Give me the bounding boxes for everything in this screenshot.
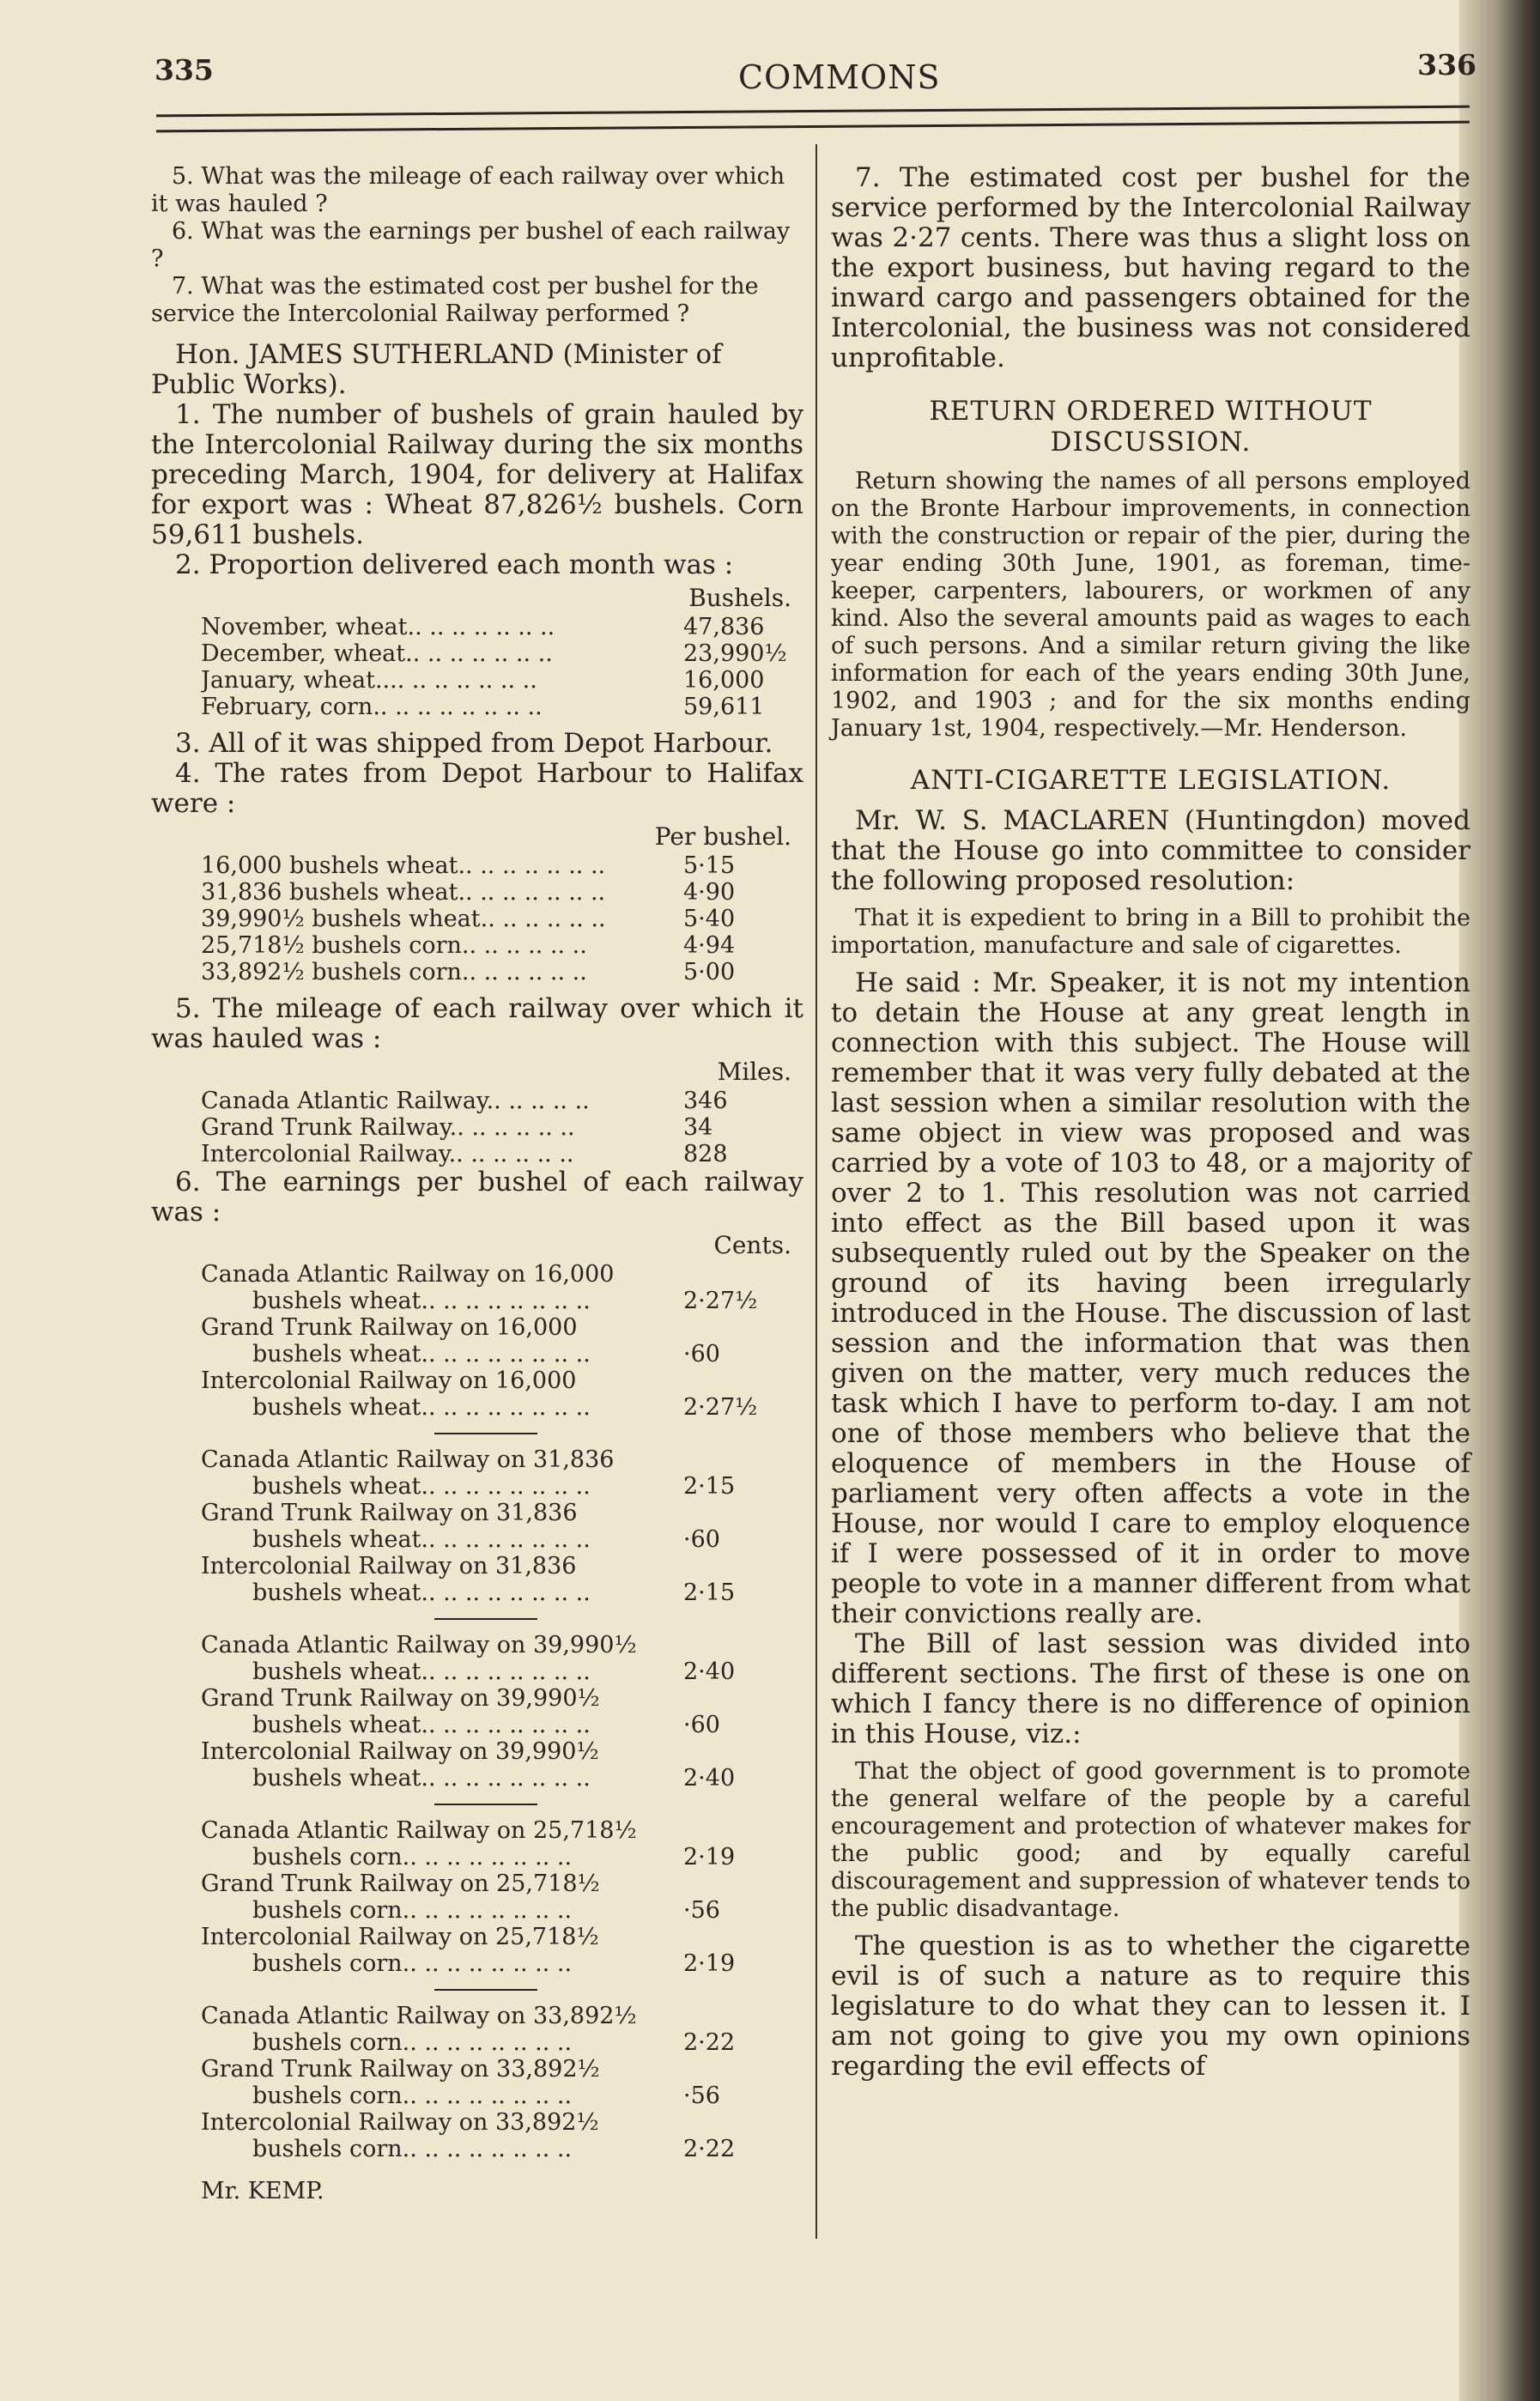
table-row bbox=[151, 932, 803, 959]
answer-3: 3. All of it was shipped from Depot Harbour. bbox=[175, 728, 773, 759]
table-row bbox=[151, 1314, 803, 1341]
answer-6: 6. The earnings per bushel of each railway was : bbox=[151, 1167, 803, 1228]
table-row bbox=[151, 852, 803, 879]
miles-column-head: Miles. bbox=[717, 1058, 791, 1086]
table-row bbox=[151, 1261, 803, 1288]
question-5: 5. What was the mileage of each railway over which it was hauled ? bbox=[151, 163, 785, 217]
answer-2: 2. Proportion delivered each month was : bbox=[175, 549, 734, 580]
table-row bbox=[151, 1817, 803, 1844]
row-label: bushels corn.. .. .. .. .. .. .. .. bbox=[252, 2029, 573, 2056]
table-row bbox=[151, 1367, 803, 1394]
table-row bbox=[151, 2109, 803, 2136]
row-label: Intercolonial Railway on 16,000 bbox=[201, 1367, 577, 1394]
row-value: 23,990½ bbox=[683, 640, 787, 667]
table-row bbox=[151, 1924, 803, 1950]
row-label: 25,718½ bushels corn.. .. .. .. .. .. bbox=[201, 932, 587, 959]
speaker-name: Hon. JAMES SUTHERLAND (Minister of Public Works). bbox=[151, 339, 722, 400]
row-label: Canada Atlantic Railway.. .. .. .. .. bbox=[201, 1088, 590, 1114]
row-value: 5·15 bbox=[683, 852, 736, 879]
row-label: bushels wheat.. .. .. .. .. .. .. .. bbox=[252, 1288, 591, 1314]
table-row bbox=[151, 2003, 803, 2029]
row-value: 34 bbox=[683, 1114, 713, 1141]
row-value: 2·40 bbox=[683, 1765, 736, 1792]
table-row bbox=[151, 667, 803, 694]
speech-paragraph-2: The Bill of last session was divided into different sections. The first of these is one on which I fancy there is no difference of opinion in this House, viz.: bbox=[831, 1628, 1470, 1749]
answer-5: 5. The mileage of each railway over which it was hauled was : bbox=[151, 993, 803, 1054]
row-label: Grand Trunk Railway on 39,990½ bbox=[201, 1685, 600, 1712]
table-row bbox=[151, 2083, 803, 2109]
row-value: 2·22 bbox=[683, 2136, 736, 2162]
row-value: ·60 bbox=[683, 1341, 720, 1367]
table-row bbox=[151, 1844, 803, 1870]
table-row bbox=[151, 2056, 803, 2083]
bushels-column-head: Bushels. bbox=[688, 584, 791, 612]
table-row bbox=[151, 1553, 803, 1579]
row-label: Intercolonial Railway.. .. .. .. .. .. bbox=[201, 1141, 574, 1167]
answer-7: 7. The estimated cost per bushel for the service performed by the Intercolonial Railway was 2·27 cents. There was thus a slight loss on the export business, but having regard to the inward cargo and passengers obtained for the Intercolonial, the business was not considered unprofitable. bbox=[831, 162, 1470, 373]
row-label: bushels corn.. .. .. .. .. .. .. .. bbox=[252, 1844, 573, 1870]
rates-table bbox=[151, 852, 803, 985]
table-row bbox=[151, 1288, 803, 1314]
row-value: 2·19 bbox=[683, 1844, 736, 1870]
table-row bbox=[151, 879, 803, 906]
row-value: 2·15 bbox=[683, 1473, 736, 1500]
table-row bbox=[151, 1765, 803, 1792]
row-label: bushels wheat.. .. .. .. .. .. .. .. bbox=[252, 1765, 591, 1792]
row-label: bushels corn.. .. .. .. .. .. .. .. bbox=[252, 1950, 573, 1977]
group-divider bbox=[434, 1804, 537, 1805]
page-edge-shadow bbox=[1459, 0, 1540, 2401]
motion-text: Mr. W. S. MACLAREN (Huntingdon) moved that the House go into committee to consider the following proposed resolution: bbox=[831, 805, 1470, 896]
row-value: ·60 bbox=[683, 1712, 720, 1738]
table-row bbox=[151, 640, 803, 667]
page-header bbox=[155, 48, 1476, 105]
row-label: bushels corn.. .. .. .. .. .. .. .. bbox=[252, 2083, 573, 2109]
row-value: 828 bbox=[683, 1141, 728, 1167]
table-row bbox=[151, 959, 803, 985]
group-divider bbox=[434, 1989, 537, 1991]
return-text: Return showing the names of all persons employed on the Bronte Harbour improvements, in connection with the construction or repair of the pier, during the year ending 30th June, 1901, as foreman, time-keeper, carpenters, labourers, or workmen of any kind. Also the several amounts paid as wages to each of such persons. And a similar return giving the like information for each of the years ending 30th June, 1902, and 1903 ; and for the six months ending January 1st, 1904, respectively.—Mr. Henderson. bbox=[831, 468, 1470, 742]
left-column bbox=[151, 163, 803, 2204]
row-label: bushels corn.. .. .. .. .. .. .. .. bbox=[252, 2136, 573, 2162]
row-value: ·56 bbox=[683, 1897, 720, 1924]
row-label: bushels wheat.. .. .. .. .. .. .. .. bbox=[252, 1712, 591, 1738]
row-value: 5·00 bbox=[683, 959, 736, 985]
table-row bbox=[151, 1685, 803, 1712]
row-label: bushels wheat.. .. .. .. .. .. .. .. bbox=[252, 1579, 591, 1606]
row-label: Canada Atlantic Railway on 31,836 bbox=[201, 1446, 615, 1473]
answer-4: 4. The rates from Depot Harbour to Halifax were : bbox=[151, 758, 803, 819]
row-value: 4·94 bbox=[683, 932, 736, 959]
table-row bbox=[151, 2029, 803, 2056]
speech-paragraph-1: He said : Mr. Speaker, it is not my intention to detain the House at any great length in connection with this subject. The House will remember that it was very fully debated at the last session when a similar resolution with the same object in view was proposed and was carried by a vote of 103 to 48, or a majority of over 2 to 1. This resolution was not carried into effect as the Bill based upon it was subsequently ruled out by the Speaker on the ground of its having been irregularly introduced in the House. The discussion of last session and the information that was then given on the matter, very much reduces the task which I have to perform to-day. I am not one of those members who believe that the eloquence of members in the House of parliament very often affects a vote in the House, nor would I care to employ eloquence if I were possessed of it in order to move people to vote in a manner different from what their convictions really are. bbox=[831, 967, 1470, 1629]
row-value: 16,000 bbox=[683, 667, 765, 694]
answer-1: 1. The number of bushels of grain hauled by the Intercolonial Railway during the six months preceding March, 1904, for delivery at Halifax for export was : Wheat 87,826½ bushels. Corn 59,611 bushels. bbox=[151, 399, 803, 550]
table-row bbox=[151, 1950, 803, 1977]
row-label: Grand Trunk Railway on 16,000 bbox=[201, 1314, 578, 1341]
resolution-text: That it is expedient to bring in a Bill to prohibit the importation, manufacture and sale of cigarettes. bbox=[831, 905, 1470, 959]
table-row bbox=[151, 1897, 803, 1924]
row-label: Grand Trunk Railway on 25,718½ bbox=[201, 1870, 600, 1897]
header-rule-top bbox=[156, 106, 1470, 118]
quoted-clause: That the object of good government is to promote the general welfare of the people by a careful encouragement and protection of whatever makes for the public good; and by equally careful discouragement and suppression of whatever tends to the public disadvantage. bbox=[831, 1758, 1470, 1922]
row-label: 31,836 bushels wheat.. .. .. .. .. .. .. bbox=[201, 879, 606, 906]
section-heading-anti-cigarette: ANTI-CIGARETTE LEGISLATION. bbox=[910, 765, 1391, 796]
cents-column-head: Cents. bbox=[713, 1231, 791, 1259]
question-6: 6. What was the earnings per bushel of each railway ? bbox=[151, 218, 791, 272]
table-row bbox=[151, 1473, 803, 1500]
table-row bbox=[151, 1341, 803, 1367]
group-divider bbox=[434, 1618, 537, 1620]
speech-paragraph-3: The question is as to whether the cigarette evil is of such a nature as to require this legislature to do what they can to lessen it. I am not going to give you my own opinions regarding the evil effects of bbox=[831, 1931, 1470, 2082]
header-rule-bottom bbox=[156, 121, 1470, 133]
table-row bbox=[151, 1500, 803, 1526]
section-heading-return: RETURN ORDERED WITHOUT DISCUSSION. bbox=[929, 396, 1373, 458]
row-label: 39,990½ bushels wheat.. .. .. .. .. .. bbox=[201, 906, 606, 932]
table-row bbox=[151, 1088, 803, 1114]
running-title: COMMONS bbox=[738, 58, 941, 96]
row-value: 59,611 bbox=[683, 694, 765, 720]
row-label: December, wheat.. .. .. .. .. .. .. bbox=[201, 640, 553, 667]
column-divider bbox=[815, 144, 817, 2239]
row-label: November, wheat.. .. .. .. .. .. .. bbox=[201, 614, 555, 640]
row-label: Intercolonial Railway on 39,990½ bbox=[201, 1738, 599, 1765]
table-row bbox=[151, 1579, 803, 1606]
table-row bbox=[151, 906, 803, 932]
table-row bbox=[151, 614, 803, 640]
row-label: Intercolonial Railway on 31,836 bbox=[201, 1553, 577, 1579]
table-row bbox=[151, 1658, 803, 1685]
row-label: 16,000 bushels wheat.. .. .. .. .. .. .. bbox=[201, 852, 606, 879]
row-value: 2·27½ bbox=[683, 1394, 758, 1421]
row-label: Canada Atlantic Railway on 25,718½ bbox=[201, 1817, 637, 1844]
row-label: Grand Trunk Railway.. .. .. .. .. .. bbox=[201, 1114, 575, 1141]
monthly-table bbox=[151, 614, 803, 720]
row-label: 33,892½ bushels corn.. .. .. .. .. .. bbox=[201, 959, 587, 985]
row-label: January, wheat.... .. .. .. .. .. .. bbox=[201, 667, 537, 694]
table-row bbox=[151, 1526, 803, 1553]
row-value: 2·27½ bbox=[683, 1288, 758, 1314]
row-label: Grand Trunk Railway on 33,892½ bbox=[201, 2056, 600, 2083]
row-value: 2·40 bbox=[683, 1658, 736, 1685]
row-value: ·60 bbox=[683, 1526, 720, 1553]
right-column bbox=[831, 163, 1470, 2082]
table-row bbox=[151, 694, 803, 720]
row-label: bushels wheat.. .. .. .. .. .. .. .. bbox=[252, 1341, 591, 1367]
row-value: 5·40 bbox=[683, 906, 736, 932]
table-row bbox=[151, 1712, 803, 1738]
row-label: bushels wheat.. .. .. .. .. .. .. .. bbox=[252, 1526, 591, 1553]
row-label: bushels wheat.. .. .. .. .. .. .. .. bbox=[252, 1473, 591, 1500]
row-value: 2·19 bbox=[683, 1950, 736, 1977]
row-label: Intercolonial Railway on 25,718½ bbox=[201, 1924, 599, 1950]
earnings-table bbox=[151, 1261, 803, 2162]
table-row bbox=[151, 2136, 803, 2162]
row-value: ·56 bbox=[683, 2083, 720, 2109]
row-label: Canada Atlantic Railway on 16,000 bbox=[201, 1261, 615, 1288]
page-number-left: 335 bbox=[155, 53, 214, 87]
row-value: 2·15 bbox=[683, 1579, 736, 1606]
row-value: 346 bbox=[683, 1088, 728, 1114]
table-row bbox=[151, 1870, 803, 1897]
table-row bbox=[151, 1394, 803, 1421]
table-row bbox=[151, 1114, 803, 1141]
group-divider bbox=[434, 1433, 537, 1434]
table-row bbox=[151, 1446, 803, 1473]
row-label: Canada Atlantic Railway on 39,990½ bbox=[201, 1632, 637, 1658]
per-bushel-column-head: Per bushel. bbox=[654, 822, 791, 851]
row-label: bushels corn.. .. .. .. .. .. .. .. bbox=[252, 1897, 573, 1924]
table-row bbox=[151, 1632, 803, 1658]
mileage-table bbox=[151, 1088, 803, 1167]
table-row bbox=[151, 1738, 803, 1765]
page-number-right: 336 bbox=[1417, 48, 1476, 82]
row-label: February, corn.. .. .. .. .. .. .. .. bbox=[201, 694, 543, 720]
row-label: bushels wheat.. .. .. .. .. .. .. .. bbox=[252, 1658, 591, 1685]
question-7: 7. What was the estimated cost per bushel for the service the Intercolonial Railway performed ? bbox=[151, 273, 759, 327]
row-label: Grand Trunk Railway on 31,836 bbox=[201, 1500, 578, 1526]
row-value: 4·90 bbox=[683, 879, 736, 906]
footer-speaker: Mr. KEMP. bbox=[201, 2178, 324, 2204]
table-row bbox=[151, 1141, 803, 1167]
row-label: Canada Atlantic Railway on 33,892½ bbox=[201, 2003, 637, 2029]
row-label: bushels wheat.. .. .. .. .. .. .. .. bbox=[252, 1394, 591, 1421]
row-value: 47,836 bbox=[683, 614, 765, 640]
row-label: Intercolonial Railway on 33,892½ bbox=[201, 2109, 599, 2136]
row-value: 2·22 bbox=[683, 2029, 736, 2056]
